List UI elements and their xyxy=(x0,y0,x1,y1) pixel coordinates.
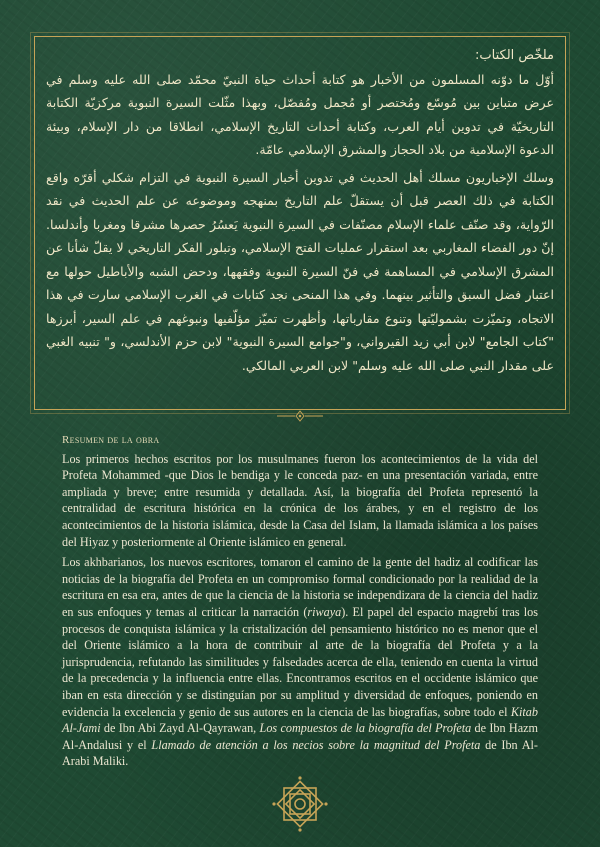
spanish-summary xyxy=(62,432,538,774)
islamic-star-emblem-icon xyxy=(270,774,330,834)
book-title-1: Kitab Al-Jami xyxy=(62,704,538,736)
arabic-paragraph-1: أوّل ما دوّنه المسلمون من الأخبار هو كتابة أحداث حياة النبيّ محمّد صلى الله عليه وسلم في عرض متباين بين مُوسّع ومُختصر أو مُجمل ومُفصّل، وبهذا مثّلت السيرة النبوية مركزيّة الكتابة التاريخيّة في تدوين أيام العرب، وكتابة أحداث التاريخ الإسلامي، انطلاقا من دار الإسلام، وبيئة الدعوة الإسلامية من بلاد الحجاز والمشرق الإسلامي عامّة. xyxy=(46,71,554,157)
spanish-heading: Resumen de la obra xyxy=(62,434,160,446)
book-title-2: Los compuestos de la biografía del Profeta xyxy=(259,721,472,736)
arabic-paragraph-2: وسلك الإخباريون مسلك أهل الحديث في تدوين أخبار السيرة النبوية في التزام شكلي أقرّه واقع الكتابة في ذلك العصر قبل أن يستقلّ علم التاريخ بمنهجه وموضوعه عن علم الحديث في نقد الرّواية، وقد صنّف علماء الإسلام مصنّفات في السيرة النبوية يَعسُرُ حصرها مشرقا ومغربا وأندلسا. إنّ دور الفضاء المغاربي بعد استقرار عمليات الفتح الإسلامي، وتبلور الفكر التاريخي لا يقلّ شأنا عن المشرق الإسلامي في المساهمة في فنّ السيرة النبوية وفقهها، ودحض الشبه والأباطيل حولها مع اعتبار فضل السبق والتأثير بينهما. وفي هذا المنحى نجد كتابات في الغرب الإسلامي سارت في هذا الاتجاه، وتميّزت بشموليّتها وتنوع مقارباتها، وأظهرت تميّز مؤلّفيها ونبوغهم في علم السير، أبرزها "كتاب الجامع" لابن أبي زيد القيرواني، و"جوامع السيرة النبوية" لابن حزم الأندلسي، و" تنبيه الغبي على مقدار النبي صلى الله عليه وسلم" لابن العربي المالكي. xyxy=(46,169,554,373)
arabic-title: ملخّص الكتاب: xyxy=(475,48,554,63)
book-author-1: de Ibn Abi Zayd Al-Qayrawan, xyxy=(100,721,260,736)
book-author-3: de Ibn Al-Arabi Maliki. xyxy=(62,737,538,769)
spanish-paragraph-1: Los primeros hechos escritos por los musulmanes fueron los acontecimientos de la vida del Profeta Mohammed -que Dios le bendiga y le conceda paz- en una presentación variada, entre ampliada y breve; entre resumida y detallada. Así, la biografía del Profeta representó la centralidad de escritura histórica en la crónica de los árabes, y en el registro de los acontecimientos de la historia islámica, desde la Casa del Islam, la llamada islámica a los países del Hiyaz y posteriormente al Oriente islámico en general. xyxy=(62,451,538,549)
ornament-divider-icon xyxy=(277,410,323,422)
spanish-paragraph-2 xyxy=(62,554,538,770)
spanish-paragraph-2-body: ). El papel del espacio magrebí tras los procesos de conquista islámica y la cristalización del pensamiento histórico no es menor que el del Oriente islámico a la hora de contribuir al arte de la biografía del Profeta y a la jurisprudencia, refutando las similitudes y falsedades acerca de ella, teniendo en cuenta la virtud de la precedencia y la influencia entre ellas. Encontramos escritos en el occidente islámico que iban en esta dirección y se distinguían por su amplitud y diversidad de enfoques, poniendo en evidencia la excelencia y genio de sus autores en la ciencia de las biografías, sobre todo el xyxy=(62,604,538,719)
book-author-2: de Ibn Hazm Al-Andalusi y el xyxy=(62,721,538,752)
spanish-paragraph-2-intro: Los akhbarianos, los nuevos escritores, tomaron el camino de la gente del hadiz al codificar las noticias de la biografía del Profeta en un compromiso formal condicionado por la realidad de la escritura en esa era, antes de que la ciencia de la historia se independizara de la ciencia del hadiz en sus enfoques y temas al criticar la narración ( xyxy=(62,555,538,619)
riwaya-term: riwaya xyxy=(307,604,342,619)
arabic-summary xyxy=(46,44,554,381)
book-title-3: Llamado de atención a los necios sobre la magnitud del Profeta xyxy=(151,737,481,752)
